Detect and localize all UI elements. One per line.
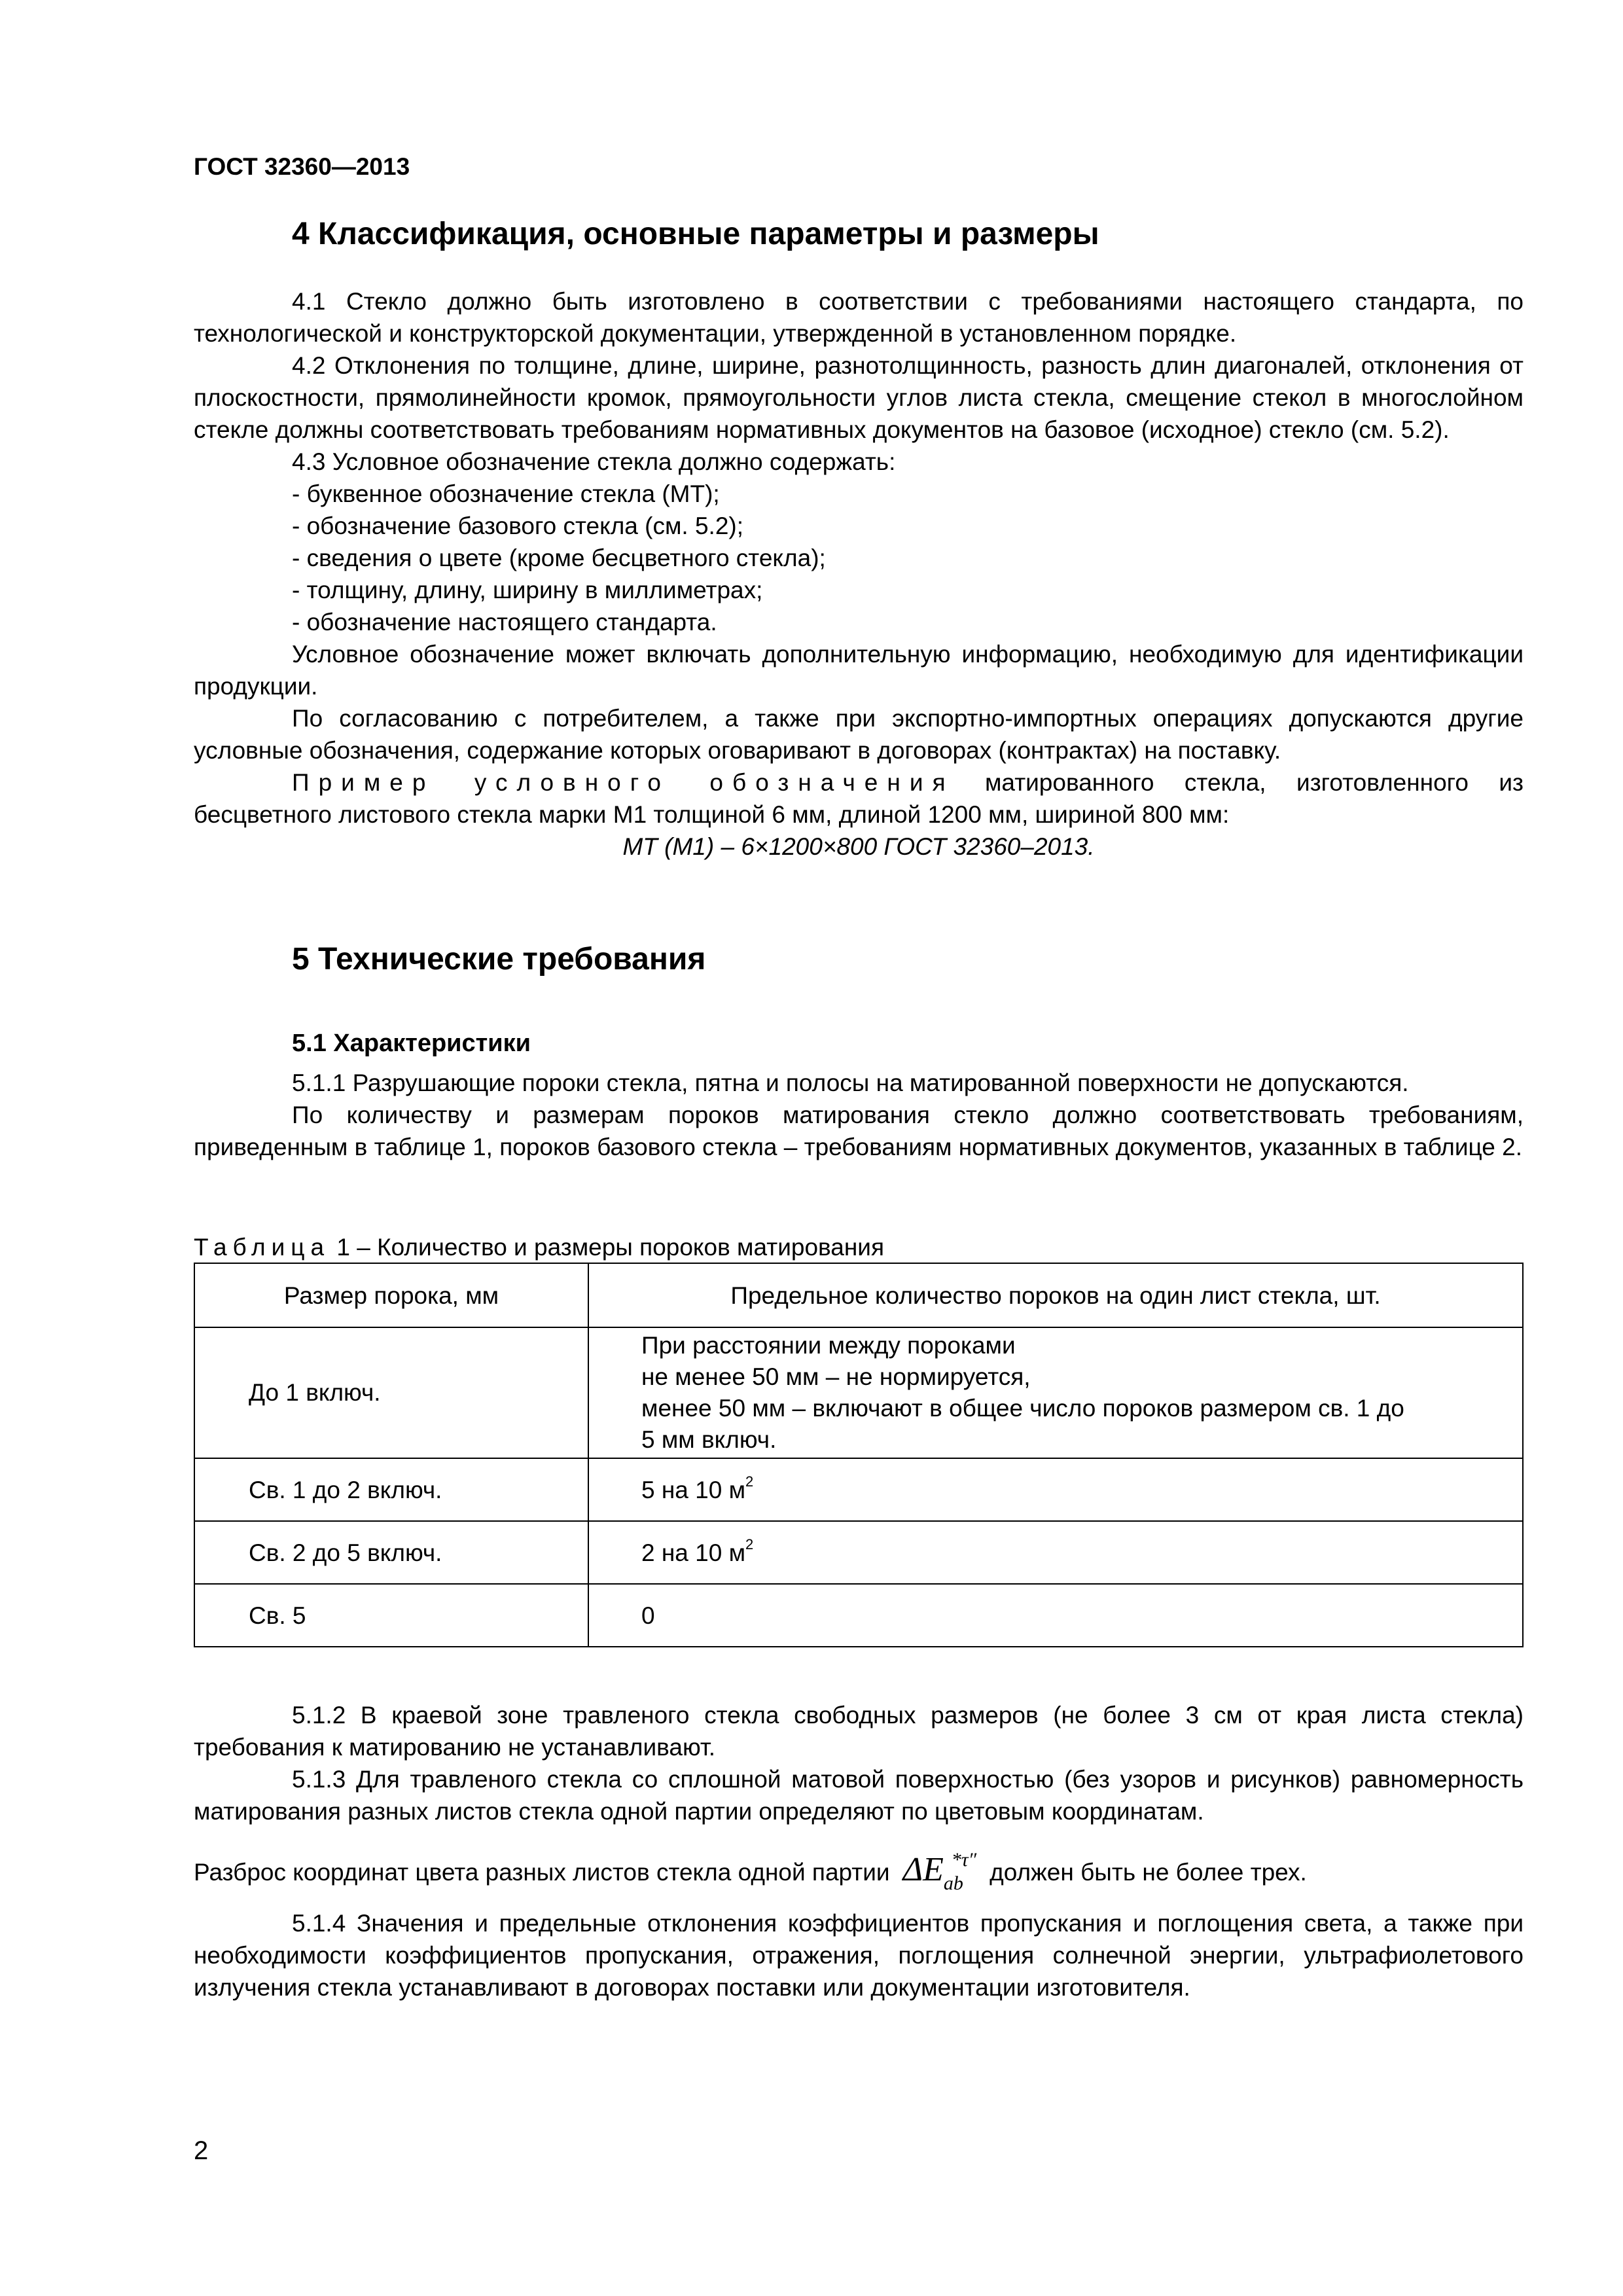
list-item: - толщину, длину, ширину в миллиметрах; <box>292 577 763 603</box>
paragraph-4-3: 4.3 Условное обозначение стекла должно содержать: <box>292 448 896 475</box>
paragraph-5-1-4: 5.1.4 Значения и предельные отклонения коэффициентов пропускания и поглощения света, а также при необходимости коэффициентов пропускания, отражения, поглощения солнечной энергии, ультрафиолетового излучения стекла устанавливают в договорах поставки или документации изготовителя. <box>194 1910 1524 2001</box>
subsection-5-1 <box>194 1028 1524 1060</box>
table-row <box>194 1327 1523 1458</box>
table-caption <box>194 1234 1524 1261</box>
paragraph-4-1: 4.1 Стекло должно быть изготовлено в соответствии с требованиями настоящего стандарта, по технологической и конструкторской документации, утвержденной в установленном порядке. <box>194 288 1524 347</box>
table-row <box>194 1584 1523 1647</box>
example-label: Пример условного обозначения <box>292 769 955 796</box>
cell-size: До 1 включ. <box>194 1327 588 1458</box>
table-caption-text: 1 – Количество и размеры пороков матирования <box>330 1234 884 1261</box>
section-4-body <box>194 285 1524 863</box>
cell-size: Св. 2 до 5 включ. <box>194 1521 588 1584</box>
section-4 <box>194 215 1524 254</box>
section-5-body <box>194 1067 1524 1163</box>
column-header-limit: Предельное количество пороков на один лист стекла, шт. <box>588 1263 1523 1327</box>
cell-limit <box>588 1521 1523 1584</box>
cell-size: Св. 5 <box>194 1584 588 1647</box>
column-header-size: Размер порока, мм <box>194 1263 588 1327</box>
document-header: ГОСТ 32360—2013 <box>194 153 410 180</box>
table-1-wrapper <box>194 1263 1524 1647</box>
cell-limit <box>588 1458 1523 1521</box>
list-item: - буквенное обозначение стекла (МТ); <box>292 480 720 507</box>
cell-value: 5 на 10 м <box>641 1476 746 1503</box>
cell-value: 2 на 10 м <box>641 1539 746 1566</box>
delta-e-formula <box>890 1849 990 1894</box>
table-row <box>194 1458 1523 1521</box>
cell-line: не менее 50 мм – не нормируется, <box>641 1363 1031 1390</box>
paragraph-5-1-3: 5.1.3 Для травленого стекла со сплошной матовой поверхностью (без узоров и рисунков) равномерность матирования разных листов стекла одной партии определяют по цветовым координатам. <box>194 1766 1524 1825</box>
formula-main: ΔE <box>902 1851 944 1888</box>
superscript: 2 <box>745 1473 754 1490</box>
paragraph-5-1-1: 5.1.1 Разрушающие пороки стекла, пятна и полосы на матированной поверхности не допускаются. <box>292 1069 1409 1096</box>
cell-line: менее 50 мм – включают в общее число пороков размером св. 1 до <box>641 1395 1404 1422</box>
formula-trail-text: должен быть не более трех. <box>990 1859 1307 1886</box>
list-item: - обозначение базового стекла (см. 5.2); <box>292 512 744 539</box>
cell-limit <box>588 1327 1523 1458</box>
cell-line: При расстоянии между пороками <box>641 1332 1016 1359</box>
section-4-title: 4 Классификация, основные параметры и размеры <box>292 217 1099 251</box>
section-5-body-2 <box>194 1699 1524 2003</box>
subsection-5-1-title: 5.1 Характеристики <box>292 1030 531 1057</box>
formula-subscript: ab <box>943 1873 963 1894</box>
list-item: - обозначение настоящего стандарта. <box>292 609 717 636</box>
paragraph-5-1-2: 5.1.2 В краевой зоне травленого стекла свободных размеров (не более 3 см от края листа стекла) требования к матированию не устанавливают. <box>194 1702 1524 1761</box>
superscript: 2 <box>745 1535 754 1552</box>
cell-limit: 0 <box>588 1584 1523 1647</box>
list-item: - сведения о цвете (кроме бесцветного стекла); <box>292 545 826 571</box>
paragraph-info: Условное обозначение может включать дополнительную информацию, необходимую для идентификации продукции. <box>194 641 1524 700</box>
section-5-title: 5 Технические требования <box>292 942 706 977</box>
cell-line: 5 мм включ. <box>641 1426 777 1453</box>
cell-size: Св. 1 до 2 включ. <box>194 1458 588 1521</box>
paragraph-agreement: По согласованию с потребителем, а также при экспортно-импортных операциях допускаются другие условные обозначения, содержание которых оговаривают в договорах (контрактах) на поставку. <box>194 705 1524 764</box>
paragraph-4-2: 4.2 Отклонения по толщине, длине, ширине, разнотолщинность, разность длин диагоналей, отклонения от плоскостности, прямолинейности кромок, прямоугольности углов листа стекла, смещение стекол в многослойном стекле должны соответствовать требованиям нормативных документов на базовое (исходное) стекло (см. 5.2). <box>194 352 1524 443</box>
example-formula: МТ (М1) – 6×1200×800 ГОСТ 32360–2013. <box>622 833 1095 860</box>
table-header-row <box>194 1263 1523 1327</box>
example-text: матированного стекла, изготовленного из бесцветного листового стекла марки М1 толщиной 6 мм, длиной 1200 мм, шириной 800 мм: <box>194 769 1524 828</box>
paragraph-5-1-1b: По количеству и размерам пороков матирования стекло должно соответствовать требованиям, приведенным в таблице 1, пороков базового стекла – требованиям нормативных документов, указанных в таблице 2. <box>194 1102 1524 1160</box>
paragraph-5-1-3b <box>194 1837 1524 1907</box>
formula-superscript: *τ″ <box>951 1849 977 1871</box>
example-paragraph <box>194 766 1524 831</box>
table-1 <box>194 1263 1524 1647</box>
table-row <box>194 1521 1523 1584</box>
formula-lead-text: Разброс координат цвета разных листов стекла одной партии <box>194 1859 890 1886</box>
table-label: Таблица <box>194 1234 330 1261</box>
page-number: 2 <box>194 2136 209 2165</box>
section-5 <box>194 940 1524 979</box>
